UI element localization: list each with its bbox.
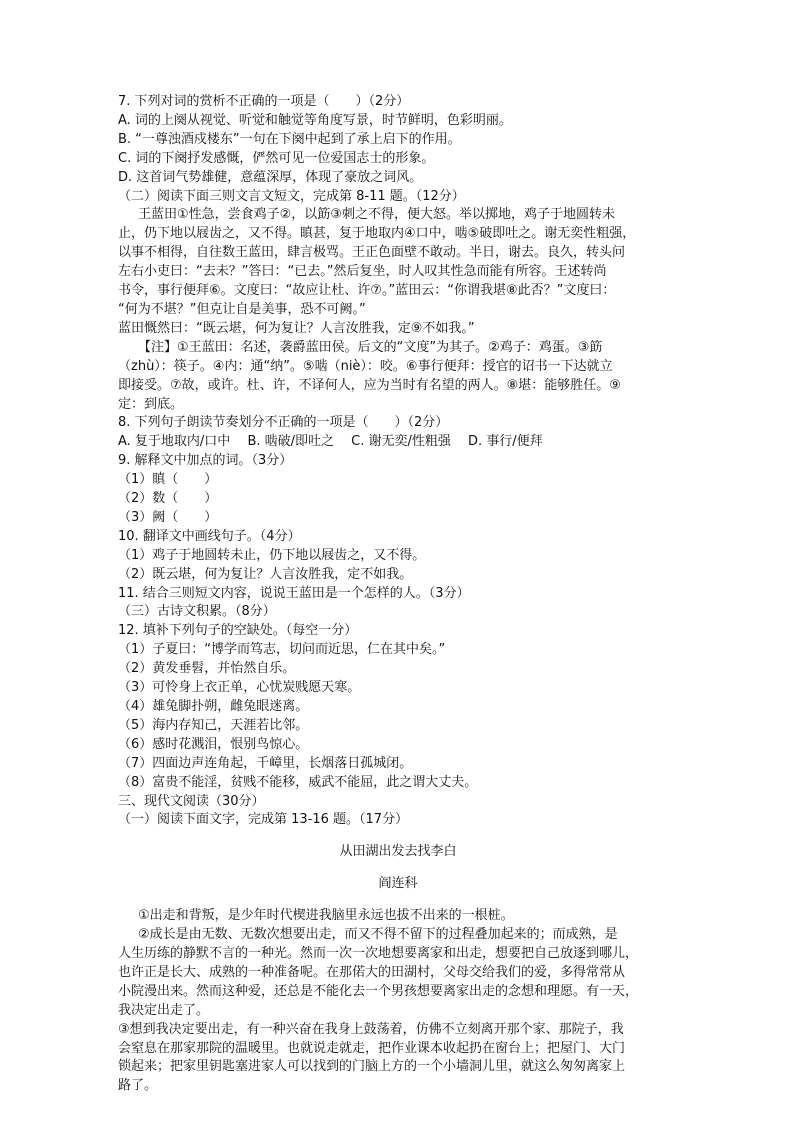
question-12-item: （3）可怜身上衣正单，心忧炭贱愿天寒。 xyxy=(118,680,361,696)
section-classical-heading: （二）阅读下面三则文言文短文，完成第 8-11 题。（12分） xyxy=(118,188,465,204)
question-12-item: （5）海内存知己，天涯若比邻。 xyxy=(118,717,309,733)
question-12-item: （1）子夏曰：“博学而笃志，切问而近思，仁在其中矣。” xyxy=(118,642,446,658)
question-8-stem: 8. 下列句子朗读节奏划分不正确的一项是（ ）（2分） xyxy=(118,415,449,431)
passage-line: 左右小吏曰：“去未？”答曰：“已去。”然后复坐，时人叹其性急而能有所容。王述转尚 xyxy=(118,264,607,280)
essay-line: 路了。 xyxy=(118,1078,158,1094)
essay-paragraph-1: ①出走和背叛，是少年时代楔进我脑里永远也拔不出来的一根桩。 xyxy=(138,908,514,924)
passage-line: 书令，事行便拜⑥。文度曰：“故应让杜、许⑦。”蓝田云：“你谓我堪⑧此否？”文度曰： xyxy=(118,283,616,299)
question-12-stem: 12. 填补下列句子的空缺处。（每空一分） xyxy=(118,623,358,639)
section-modern-heading: 三、现代文阅读（30分） xyxy=(118,793,265,809)
note-line: 定：到底。 xyxy=(118,396,184,412)
essay-line: ③想到我决定要出走，有一种兴奋在我身上鼓荡着，仿佛不立刻离开那个家、那院子，我 xyxy=(118,1021,624,1037)
question-9-stem: 9. 解释文中加点的词。（3分） xyxy=(118,453,293,469)
questions-8-to-13 xyxy=(118,414,678,830)
modern-reading-instruction: （一）阅读下面文字，完成第 13-16 题。（17分） xyxy=(118,812,409,828)
question-12-item: （7）四面边声连角起，千嶂里，长烟落日孤城闭。 xyxy=(118,755,413,771)
passage-line: “何为不堪？”但克让自是美事，恐不可阙。” xyxy=(118,301,366,317)
question-7-option-b: B. “一尊浊酒戍楼东”一句在下阕中起到了承上启下的作用。 xyxy=(118,131,461,147)
question-9-item: （1）瞋（ ） xyxy=(118,472,218,488)
note-line: 【注】①王蓝田：名述，袭爵蓝田侯。后文的“文度”为其子。②鸡子：鸡蛋。③筯 xyxy=(138,339,603,355)
question-7-option-c: C. 词的下阕抒发感慨，俨然可见一位爱国志士的形象。 xyxy=(118,150,435,166)
section-poetry-heading: （三）古诗文积累。（8分） xyxy=(118,604,276,620)
essay-line: 小院漫出来。然而这种爱，还总是不能化去一个男孩想要离家出走的念想和理愿。有一天， xyxy=(118,983,639,999)
note-line: 即接受。⑦故，或许。杜、许，不译何人，应为当时有名望的两人。⑧堪：能够胜任。⑨ xyxy=(118,377,621,393)
question-10-stem: 10. 翻译文中画线句子。（4分） xyxy=(118,528,301,544)
note-line: （zhù）：筷子。④内：通“纳”。⑤啮（niè）：咬。⑥事行便拜：授官的诏书一下达就立 xyxy=(118,358,613,374)
passage-line: 蓝田慨然曰：“既云堪，何为复让？人言汝胜我，定⑨不如我。” xyxy=(118,320,475,336)
passage-notes xyxy=(118,339,678,415)
essay-author: 阎连科 xyxy=(378,876,418,892)
essay-title: 从田湖出发去找李白 xyxy=(339,844,457,860)
question-12-item: （2）黄发垂髫，并怡然自乐。 xyxy=(118,661,296,677)
question-9-item: （2）数（ ） xyxy=(118,491,218,507)
essay-line: 人生历练的静默不言的一种光。然而一次一次地想要离家和出走，想要把自己放逐到哪儿， xyxy=(118,945,639,961)
classical-passage xyxy=(118,206,678,338)
essay-line: 我决定出走了。 xyxy=(118,1002,210,1018)
exam-page xyxy=(118,93,678,1096)
passage-line: 王蓝田①性急，尝食鸡子②，以筯③刺之不得，便大怒。举以掷地，鸡子于地圆转未 xyxy=(138,207,615,223)
question-11-stem: 11. 结合三则短文内容，说说王蓝田是一个怎样的人。（3分） xyxy=(118,585,470,601)
question-7-block xyxy=(118,93,678,206)
question-7-option-d: D. 这首词气势雄健，意蕴深厚，体现了豪放之词风。 xyxy=(118,169,423,185)
question-7-stem: 7. 下列对词的赏析不正确的一项是（ ）（2分） xyxy=(118,94,410,109)
question-10-item: （1）鸡子于地圆转未止，仍下地以屐齿之，又不得。 xyxy=(118,547,426,563)
question-10-item: （2）既云堪，何为复让？人言汝胜我，定不如我。 xyxy=(118,566,413,582)
passage-line: 以事不相得，自往数王蓝田，肆言极骂。王正色面壁不敢动。半日，谢去。良久，转头问 xyxy=(118,245,626,261)
essay-line: 也许正是长大、成熟的一种准备呢。在那偌大的田湖村，父母交给我们的爱，多得常常从 xyxy=(118,964,626,980)
question-12-item: （8）富贵不能淫，贫贱不能移，威武不能屈，此之谓大丈夫。 xyxy=(118,774,478,790)
question-12-item: （4）雄兔脚扑朔，雌兔眼迷离。 xyxy=(118,699,309,714)
question-12-item: （6）感时花溅泪，恨别鸟惊心。 xyxy=(118,736,309,752)
passage-line: 止，仍下地以屐齿之，又不得。瞋甚，复于地取内④口中，啮⑤破即吐之。谢无奕性粗强， xyxy=(118,226,636,242)
essay-line: ②成长是由无数、无数次想要出走，而又不得不留下的过程叠加起来的；而成熟，是 xyxy=(138,927,618,943)
question-8-options: A. 复于地取内/口中 B. 啮破/即吐之 C. 谢无奕/性粗强 D. 事行/便拜 xyxy=(118,434,543,450)
question-7-option-a: A. 词的上阕从视觉、听觉和触觉等角度写景，时节鲜明，色彩明丽。 xyxy=(118,112,512,128)
question-9-item: （3）阙（ ） xyxy=(118,509,218,525)
essay-line: 会窒息在那家那院的温暖里。也就说走就走，把作业课本收起扔在窗台上；把屋门、大门 xyxy=(118,1040,626,1056)
modern-essay xyxy=(118,843,678,1096)
essay-line: 锁起来；把家里钥匙塞进家人可以找到的门脑上方的一个小墙洞儿里，就这么匆匆离家上 xyxy=(118,1059,626,1075)
